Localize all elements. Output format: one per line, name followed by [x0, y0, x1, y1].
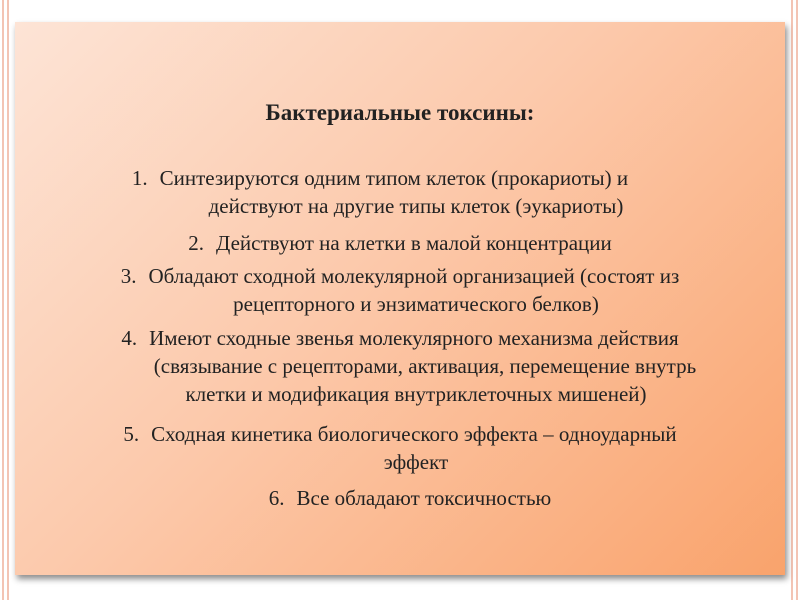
list-item-number: 5. [123, 422, 140, 446]
list-item-line: рецепторного и энзиматического белков) [233, 292, 599, 316]
list-item-text: Имеют сходные звенья молекулярного механизма действия [149, 326, 679, 350]
list-item-line: клетки и модификация внутриклеточных мишеней) [185, 382, 647, 406]
list-item-line [35, 484, 765, 512]
list-item-line [35, 420, 765, 448]
list-item-line: (связывание с рецепторами, активация, перемещение внутрь [153, 354, 697, 378]
list-item-text: Действуют на клетки в малой концентрации [215, 231, 612, 255]
decor-stripe [791, 0, 793, 600]
decor-stripe [2, 0, 4, 600]
list-item-2 [35, 229, 765, 257]
list-item-line: эффект [383, 450, 449, 474]
content-card [15, 22, 785, 575]
list-item-line [35, 229, 765, 257]
list-item-number: 4. [121, 326, 138, 350]
list-item-6 [35, 484, 765, 512]
list-item-text: Синтезируются одним типом клеток (прокариоты) и [159, 166, 629, 190]
list-item-number: 1. [131, 166, 148, 190]
list-item-3 [35, 262, 765, 318]
list-item-4 [35, 324, 765, 408]
list-item-text: Обладают сходной молекулярной организацией (состоят из [148, 264, 680, 288]
list-item-text: Сходная кинетика биологического эффекта – одноударный [151, 422, 677, 446]
list-item-5 [35, 420, 765, 476]
list-item-number: 3. [120, 264, 137, 288]
decor-stripe [796, 0, 798, 600]
list-item-text: Все обладают токсичностью [296, 486, 552, 510]
decor-stripe [7, 0, 9, 600]
list-item-line [35, 164, 765, 192]
list-item-line: действуют на другие типы клеток (эукариоты) [208, 194, 624, 218]
list-item-line [35, 262, 765, 290]
list-item-number: 2. [188, 231, 204, 255]
list-item-number: 6. [268, 486, 285, 510]
slide-title: Бактериальные токсины: [265, 100, 535, 125]
list-item-line [35, 324, 765, 352]
list-item-1 [35, 164, 765, 220]
